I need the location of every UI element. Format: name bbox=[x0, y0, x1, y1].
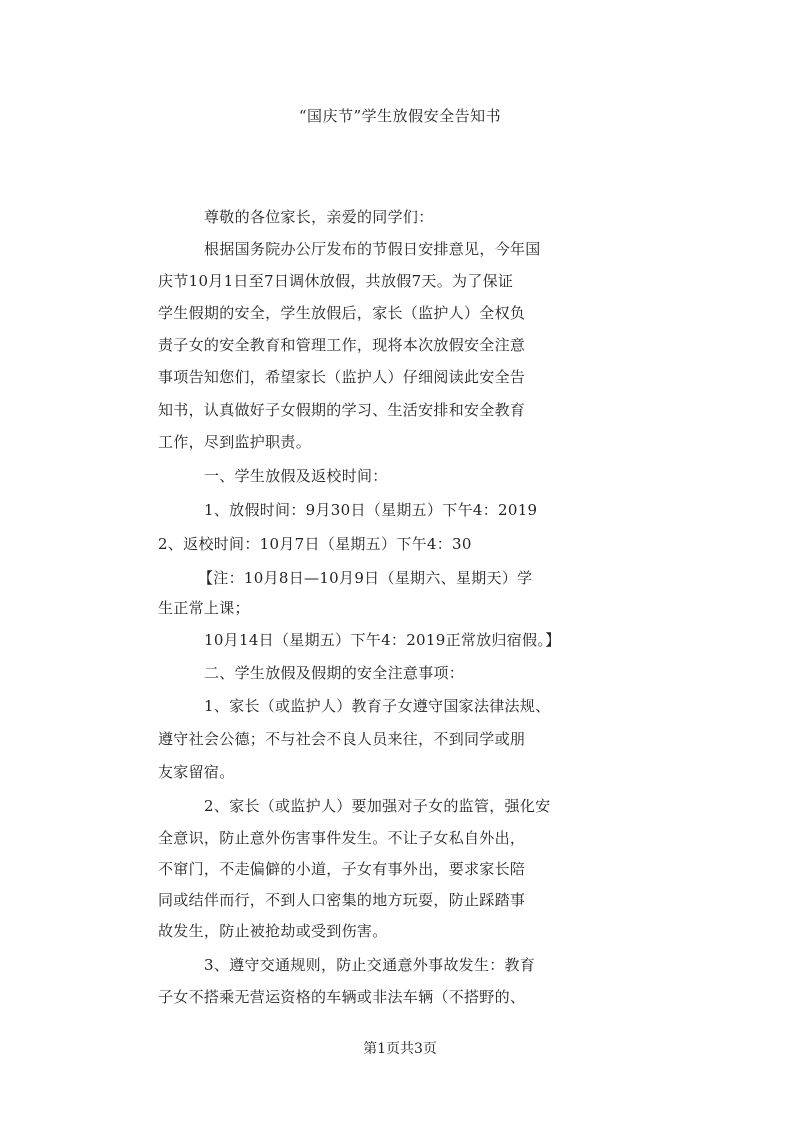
text-line: 遵守社会公德；不与社会不良人员来往，不到同学或朋 bbox=[158, 730, 526, 748]
section-heading-2: 二、学生放假及假期的安全注意事项： bbox=[204, 664, 465, 682]
text-line: 学生假期的安全，学生放假后，家长（监护人）全权负 bbox=[158, 304, 526, 322]
text-line: 知书，认真做好子女假期的学习、生活安排和安全教育 bbox=[158, 401, 526, 419]
text-line: 友家留宿。 bbox=[158, 763, 235, 781]
text-line: 根据国务院办公厅发布的节假日安排意见，今年国 bbox=[204, 240, 541, 258]
text-line-note: 【注：10月8日—10月9日（星期六、星期天）学 bbox=[198, 569, 533, 587]
text-line: 责子女的安全教育和管理工作，现将本次放假安全注意 bbox=[158, 336, 526, 354]
text-line: 1、家长（或监护人）教育子女遵守国家法律法规、 bbox=[204, 697, 551, 715]
text-line: 2、返校时间：10月7日（星期五）下午4：30 bbox=[158, 535, 472, 553]
text-line: 事项告知您们，希望家长（监护人）仔细阅读此安全告 bbox=[158, 368, 526, 386]
text-line: 2、家长（或监护人）要加强对子女的监管，强化安 bbox=[204, 797, 551, 815]
text-line: 10月14日（星期五）下午4：2019正常放归宿假。】 bbox=[204, 631, 561, 649]
text-line: 1、放假时间：9月30日（星期五）下午4：2019 bbox=[204, 501, 538, 519]
page-footer: 第1页共3页 bbox=[363, 1041, 437, 1057]
text-line: 全意识，防止意外伤害事件发生。不让子女私自外出， bbox=[158, 829, 526, 847]
text-line: 不窜门，不走偏僻的小道，子女有事外出，要求家长陪 bbox=[158, 860, 526, 878]
text-line: 3、遵守交通规则，防止交通意外事故发生：教育 bbox=[204, 956, 536, 974]
text-line: 故发生，防止被抢劫或受到伤害。 bbox=[158, 922, 388, 940]
text-line: 同或结伴而行，不到人口密集的地方玩耍，防止踩踏事 bbox=[158, 891, 526, 909]
document-title: “国庆节”学生放假安全告知书 bbox=[298, 107, 502, 125]
section-heading-1: 一、学生放假及返校时间： bbox=[204, 467, 388, 485]
text-line-salutation: 尊敬的各位家长，亲爱的同学们： bbox=[204, 208, 434, 226]
text-line: 生正常上课； bbox=[158, 599, 250, 617]
text-line: 工作，尽到监护职责。 bbox=[158, 433, 312, 451]
text-line: 子女不搭乘无营运资格的车辆或非法车辆（不搭野的、 bbox=[158, 988, 526, 1006]
text-line: 庆节10月1日至7日调休放假，共放假7天。为了保证 bbox=[158, 272, 514, 290]
